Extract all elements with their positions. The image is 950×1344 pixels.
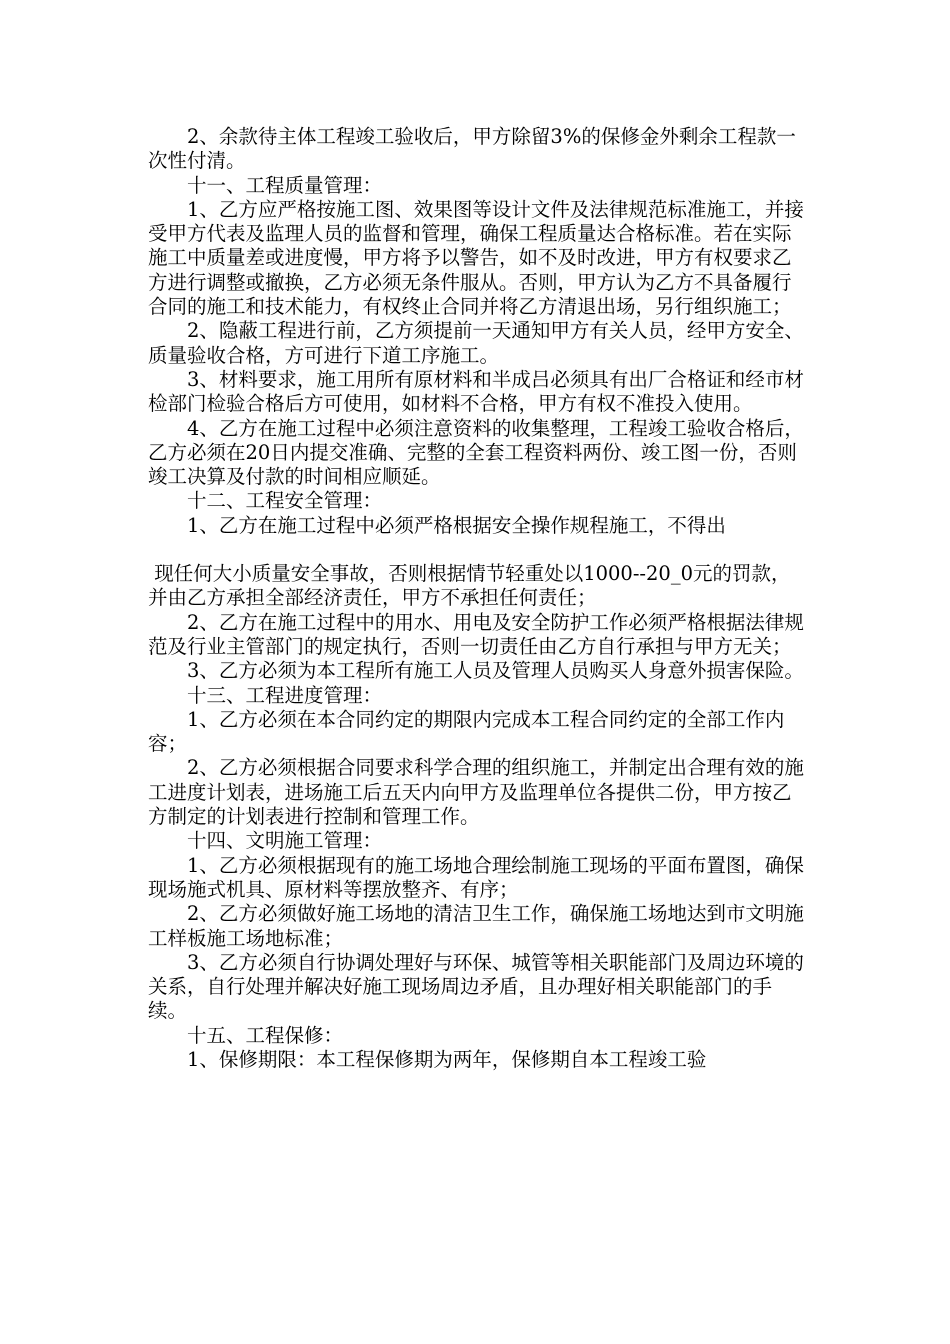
page-gap	[148, 538, 808, 562]
heading-quality-management: 十一、工程质量管理：	[187, 173, 383, 197]
paragraph-quality-4: 4、乙方在施工过程中必须注意资料的收集整理，工程竣工验收合格后，乙方必须在20日内提交准确、完整的全套工程资料两份、竣工图一份，否则竣工决算及付款的时间相应顺延。	[148, 416, 804, 489]
paragraph-progress-2: 2、乙方必须根据合同要求科学合理的组织施工，并制定出合理有效的施工进度计划表，进场施工后五天内向甲方及监理单位各提供二份，甲方按乙方制定的计划表进行控制和管理工作。	[148, 756, 804, 829]
paragraph-civilized-1: 1、乙方必须根据现有的施工场地合理绘制施工现场的平面布置图，确保现场施式机具、原材料等摆放整齐、有序；	[148, 853, 804, 901]
document-body	[148, 125, 808, 1072]
paragraph-quality-1: 1、乙方应严格按施工图、效果图等设计文件及法律规范标准施工，并接受甲方代表及监理人员的监督和管理，确保工程质量达合格标准。若在实际施工中质量差或进度慢，甲方将予以警告，如不及时改进，甲方有权要求乙方进行调整或撤换，乙方必须无条件服从。否则，甲方认为乙方不具备履行合同的施工和技术能力，有权终止合同并将乙方清退出场，另行组织施工；	[148, 197, 804, 319]
paragraph-civilized-3: 3、乙方必须自行协调处理好与环保、城管等相关职能部门及周边环境的关系，自行处理并解决好施工现场周边矛盾，且办理好相关职能部门的手续。	[148, 950, 804, 1023]
heading-progress-management: 十三、工程进度管理：	[187, 683, 383, 707]
paragraph-quality-3: 3、材料要求，施工用所有原材料和半成吕必须具有出厂合格证和经市材检部门检验合格后方可使用，如材料不合格，甲方有权不准投入使用。	[148, 367, 804, 416]
paragraph-safety-2: 2、乙方在施工过程中的用水、用电及安全防护工作必须严格根据法律规范及行业主管部门的规定执行，否则一切责任由乙方自行承担与甲方无关；	[148, 610, 804, 658]
paragraph-safety-1-start: 1、乙方在施工过程中必须严格根据安全操作规程施工，不得出	[187, 513, 726, 537]
heading-safety-management: 十二、工程安全管理：	[187, 489, 383, 513]
heading-warranty: 十五、工程保修：	[187, 1023, 344, 1047]
paragraph-payment-balance: 2、余款待主体工程竣工验收后，甲方除留3%的保修金外剩余工程款一次性付清。	[148, 125, 796, 173]
paragraph-warranty-1: 1、保修期限：本工程保修期为两年，保修期自本工程竣工验	[187, 1047, 707, 1071]
paragraph-safety-1-continuation: 现任何大小质量安全事故，否则根据情节轻重处以1000--20_0元的罚款，并由乙方承担全部经济责任，甲方不承担任何责任；	[148, 562, 791, 610]
paragraph-quality-2: 2、隐蔽工程进行前，乙方须提前一天通知甲方有关人员，经甲方安全、质量验收合格，方可进行下道工序施工。	[148, 319, 804, 367]
paragraph-safety-3: 3、乙方必须为本工程所有施工人员及管理人员购买人身意外损害保险。	[187, 659, 804, 683]
paragraph-civilized-2: 2、乙方必须做好施工场地的清洁卫生工作，确保施工场地达到市文明施工样板施工场地标准；	[148, 902, 804, 950]
heading-civilized-construction: 十四、文明施工管理：	[187, 829, 383, 853]
paragraph-progress-1: 1、乙方必须在本合同约定的期限内完成本工程合同约定的全部工作内容；	[148, 707, 785, 756]
